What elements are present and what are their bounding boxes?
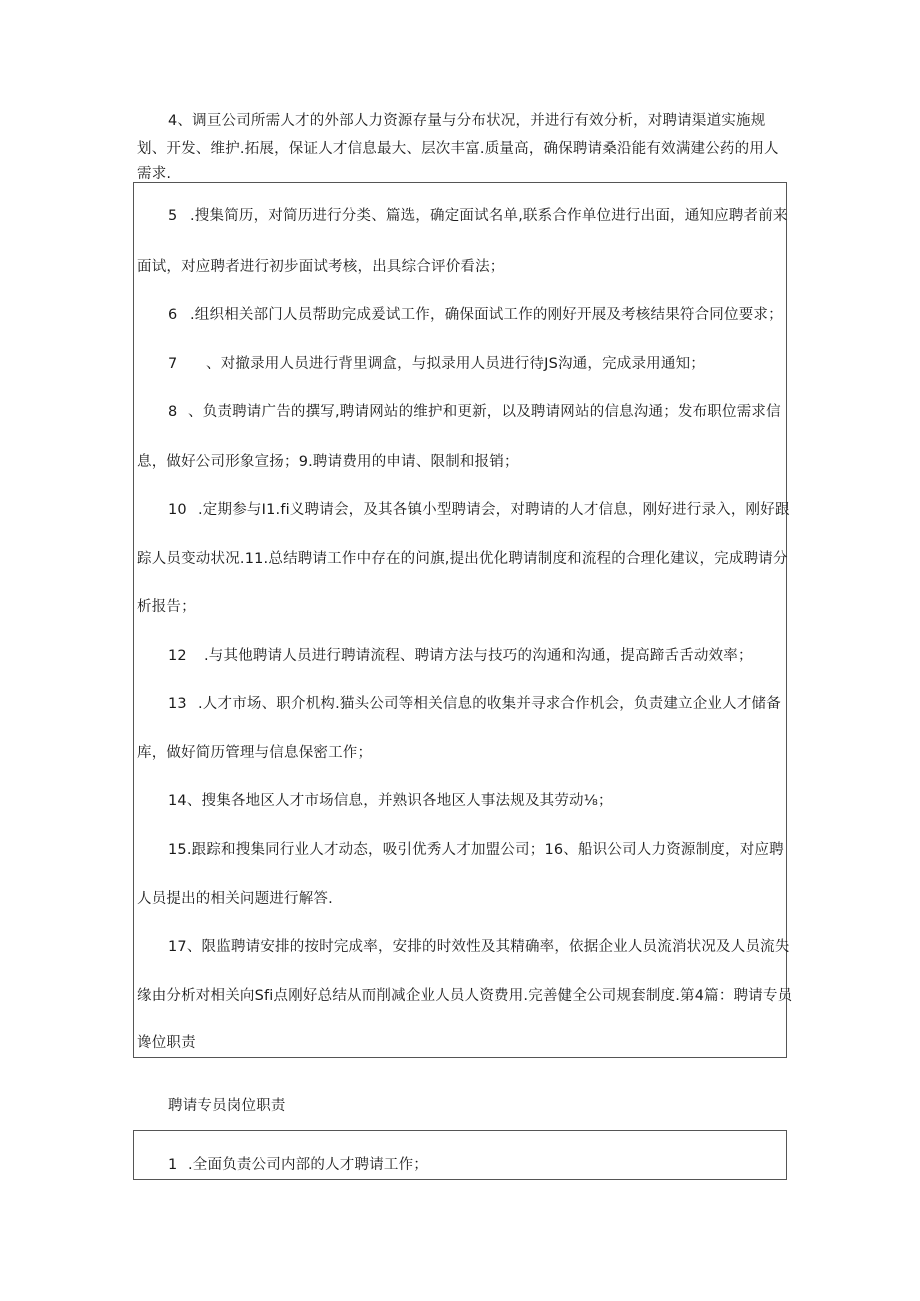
intro-line-3: 需求. — [137, 166, 172, 182]
item-text: .全面负责公司内部的人才聘请工作； — [188, 1157, 429, 1173]
item-13-continued: 库，做好简历管理与信息保密工作； — [137, 745, 373, 761]
item-number: 10 — [168, 502, 187, 518]
item-number: 7 — [168, 356, 178, 372]
item-17: 17、限监聘请安排的按时完成率，安排的时效性及其精确率，依据企业人员流消状况及人员流失 — [168, 939, 790, 955]
item-16-continued: 人员提出的相关问题进行解答. — [137, 891, 333, 907]
item-5-continued: 面试，对应聘者进行初步面试考核，出具综合评价看法； — [137, 259, 505, 275]
item-text: .搜集简历，对简历进行分类、篇选，确定面试名单,联系合作单位进行出面，通知应聘者前来 — [190, 208, 788, 224]
item-10-continued-2: 析报告； — [137, 599, 196, 615]
item-17-continued: 缘由分析对相关向Sfi点刚好总结从而削减企业人员人资费用.完善健全公司规套制度.第4篇：聘请专员 — [137, 988, 793, 1004]
item-number: 12 — [168, 648, 187, 664]
intro-line-1: 4、调亘公司所需人才的外部人力资源存量与分布状况，并进行有效分析，对聘请渠道实施规 — [168, 113, 766, 129]
item-10 — [168, 500, 790, 520]
item-6 — [168, 305, 783, 325]
item-number: 6 — [168, 307, 178, 323]
item-15-16: 15.跟踪和搜集同行业人才动态，吸引优秀人才加盟公司；16、船识公司人力资源制度，对应聘 — [168, 842, 784, 858]
item-number: 5 — [168, 208, 178, 224]
item-14: 14、搜集各地区人才市场信息，并熟识各地区人事法规及其劳动⅛； — [168, 793, 613, 809]
item-13 — [168, 694, 781, 714]
item-number: 13 — [168, 696, 187, 712]
item-text: .与其他聘请人员进行聘请流程、聘请方法与技巧的沟通和沟通，提高蹄舌舌动效率； — [204, 648, 753, 664]
item-number: 1 — [168, 1157, 178, 1173]
item-text: .组织相关部门人员帮助完成爰试工作，确保面试工作的刚好开展及考核结果符合同位要求； — [190, 307, 783, 323]
item-7 — [168, 354, 705, 374]
item-text: .人才市场、职介机构.猫头公司等相关信息的收集并寻求合作机会，负责建立企业人才储备 — [198, 696, 781, 712]
section-heading: 聘请专员岗位职责 — [168, 1098, 286, 1114]
item-text: 、对撤录用人员进行背里调盒，与拟录用人员进行待JS沟通，完成录用通知； — [206, 356, 705, 372]
item-12 — [168, 646, 753, 666]
item-17-continued-2: 谗位职责 — [137, 1035, 196, 1051]
item-number: 8 — [168, 404, 178, 420]
intro-line-2: 划、开发、维护.拓展，保证人才信息最大、层次丰富.质量高，确保聘请桑沿能有效满建公药的用人 — [137, 141, 779, 157]
item-5 — [168, 206, 788, 226]
item-8-continued: 息，做好公司形象宣扬；9.聘请费用的申请、限制和报销； — [137, 454, 519, 470]
item-10-continued: 踪人员变动状况.11.总结聘请工作中存在的问旗,提出优化聘请制度和流程的合理化建议，完成聘请分 — [137, 551, 788, 567]
item-8 — [168, 402, 781, 422]
duty-1 — [168, 1155, 428, 1175]
item-text: .定期参与I1.fi义聘请会，及其各镇小型聘请会，对聘请的人才信息，刚好进行录入，刚好跟 — [198, 502, 790, 518]
item-text: 、负责聘请广告的撰写,聘请网站的维护和更新，以及聘请网站的信息沟通；发布职位需求信 — [188, 404, 781, 420]
